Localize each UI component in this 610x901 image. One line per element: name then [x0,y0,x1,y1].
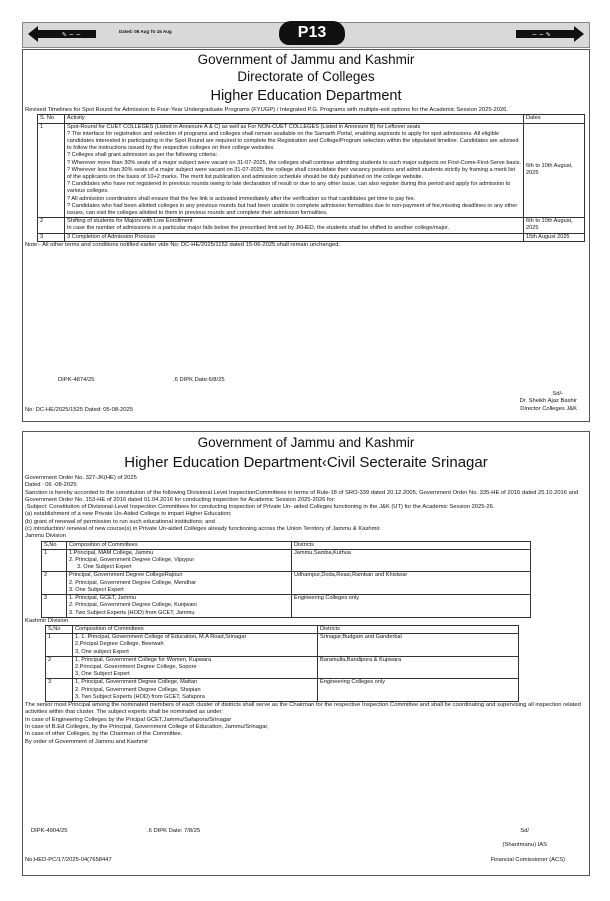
right-arrow-logo-icon [512,25,586,43]
notice2-by-order: By order of Government of Jammu and Kashmir [25,738,149,745]
notice2-dated: Dated : 06 -08-2025 [25,482,77,489]
notice-government-order [22,431,590,876]
notice2-title-department: Higher Education Department‹Civil Secteraite Srinagar [124,454,488,471]
jammu-committee-table [41,541,531,618]
svg-text:~ ~ ✎: ~ ~ ✎ [532,31,551,39]
kashmir-row2-composition [73,656,318,679]
col-dates-header: Dates [524,115,585,123]
left-arrow-logo-icon [26,25,100,43]
notice1-title-directorate: Directorate of Colleges [237,69,375,84]
kashmir-col-sno: S,No [46,626,73,634]
composition-line: 1, Principal, Government College for Women, Kupwara [75,656,212,663]
kashmir-row2-districts: Baramulla,Bandipora & Kupwara [318,656,519,679]
jammu-row1-sno: 1 [42,549,67,572]
notice2-item-a: (a) establishment of a new Private Un-Aided College to impart Higher Education; [25,511,232,518]
jammu-division-label: Jammu Division [25,533,66,540]
notice1-dipk: DIPK-4874/25 [58,377,95,383]
composition-line: 3, One Subject Expert [75,671,130,678]
jammu-row2-sno: 2 [42,572,67,595]
kashmir-row1-composition [73,634,318,657]
notice1-intro: Revised Timelines for Spot Round for Admission to Four-Year Undergraduate Programs (FYUGP) / Integrated P.G. Programs with multiple-exit options for the Academic Session 2025-2026. [25,107,508,113]
table-row [46,634,519,657]
row1-sno: 1 [38,123,65,218]
jammu-row3-districts: Engineering Colleges only [292,595,531,618]
notice1-sign-sd: Sd/- [552,391,563,397]
notice1-title-department: Higher Education Department [210,88,402,104]
jammu-row2-districts: Udhampur,Doda,Reasi,Ramban and Khistwar [292,572,531,595]
composition-line: 3, Two Subject Experts (HOD) from GCET, Safapora [75,693,205,700]
notice2-reference-number: No;HED-PC/17/2025-04(7658447 [25,857,112,863]
composition-line: 3. One Subject Expert [69,586,124,593]
row1-activity-line: Spot-Round for CUET COLLEGES (Listed in Annexure A & C) as well as For NON-CUET COLLEGES (Listed in Annexure B) for Leftover seats [67,123,421,130]
notice2-sign-sd: Sd/ [520,828,529,834]
table-row [38,123,585,218]
table-row [42,549,531,572]
table-header-row [46,626,519,634]
table-row [42,572,531,595]
notice1-signature-block [457,391,577,413]
notice2-dipk: DIPK-4904/25 [31,828,68,834]
composition-line: 1.Principal, MAM College, Jammu [69,549,154,556]
row2-activity-line: Shifting of students for Majors with Low Enrollment [67,218,193,225]
kashmir-committee-table [45,625,519,702]
notice-directorate-colleges [22,49,590,422]
row1-activity-line: ? Candidates who had been allotted colleges in any previous rounds but had been unable to complete admission formalities due to non-payment of fee,missing deadlines or any other issues, can visit the colleges allotted to them in previous rounds and complete their admission formalities. [67,202,518,216]
composition-line: 1, Principal, Government Degree College, Mattan [75,679,198,686]
table-row [38,233,585,241]
notice1-dipk-date: .6 DIPK Date:6/8/25 [173,377,225,383]
jammu-row1-districts: Jammu,Samba,Kuthua [292,549,531,572]
notice2-title-government: Government of Jammu and Kashmir [197,435,415,450]
notice2-order-number: Government Order No. 327-JK(HE) of 2025 [25,475,137,481]
notice1-sign-title: Director Colleges J&K [520,405,577,412]
row1-activity-line: ? Wherever more than 30% seats of a major subject were vacant on 31-07-2025, the colleges shall continue admitting students to such major subjects on First-Come-First-Serve basis. [67,159,521,166]
table-row [46,679,519,702]
kashmir-col-composition: Composition of Committees [73,626,318,634]
notice1-sign-name: Dr. Sheikh Ajaz Bashir [519,398,577,405]
composition-line: 3. One Subject Expert [77,564,132,571]
kashmir-row1-sno: 1 [46,634,73,657]
composition-line: Principal, Government Degree CollegeRajouri [69,572,183,579]
kashmir-division-label: Kashmir Division [25,617,69,624]
jammu-row1-composition [67,549,292,572]
kashmir-col-districts: Districts [318,626,519,634]
row3-dates: 15th August 2025 [524,233,585,241]
jammu-row3-sno: 3 [42,595,67,618]
table-row [46,656,519,679]
row1-activity-line: ? Candidates who have not registered in previous rounds owing to late declaration of result or due to any other issue, can also register during this period and apply for admission to various colleges. [67,181,511,195]
jammu-col-sno: S,No [42,541,67,549]
svg-text:✎ ~ ~: ✎ ~ ~ [62,31,81,39]
composition-line: 2. Principal, Government Degree College, Shopian [75,686,201,693]
notice2-case-engineering: In case of Engineering Colleges by the Pricipal GCET,Jammu/Safapora/Srinagar [25,716,232,723]
col-sno-header: S. No [38,115,65,123]
notice2-case-bed: In case of B.Ed Colleges, by the Principal, Government College of Education, Jammu/Srinagar, [25,723,269,730]
jammu-col-composition: Composition of Committees [67,541,292,549]
jammu-row3-composition [67,595,292,618]
notice2-subject: ;Subject: Constitution of Divisional-Level Inspection Committees for conducting Inspection of Private Un- aided Colleges functioning in the J&K (UT) for the Academic Session 2025-26. [25,504,495,511]
kashmir-row3-composition [73,679,318,702]
row1-activity-line: ? All admission coordinators shall ensure that the fee link is activated immediately after the verification so that candidates get time to pay fee. [67,195,416,202]
page-number: P13 [279,21,345,45]
kashmir-row1-districts: Srinagar,Budgam and Ganderbal [318,634,519,657]
composition-line: 2,Pricipal Degree College, Beerwah [75,641,164,648]
page-header-banner [22,22,590,48]
notice1-reference-number: No: DC-HE/2025/1525 Dated: 05-08-2025 [25,407,133,413]
table-row [38,218,585,233]
table-header-row [38,115,585,123]
notice2-item-c: (c) introduction/ renewal of new course(s) in Private Un-aided Colleges already functioning across the Union Territory of Jammu & Kashmir. [25,526,381,533]
row2-activity [65,218,524,233]
row1-dates: 6th to 10th August, 2025 [524,123,585,218]
composition-line: 3, One subject Expert [75,648,129,655]
notice2-senior-note: The senior most Principal among the nominated members of each cluster of districts shall serve as the Chairman for the respective Inspection Committee and shall be coordinating and supervising all inspection related activities within that cluster. The subject experts shall be nominated as under: [25,702,581,716]
kashmir-row3-districts: Engineering Colleges only [318,679,519,702]
row1-activity-line: ? Colleges shall grant admission as per the following criteria: [67,152,218,159]
row3-sno: 3 [38,233,65,241]
notice1-note: Note:- All other terms and conditions notified earlier vide No: DC-HE/2025/1152 dated 15-06-2025 shall remain unchanged. [25,241,341,248]
table-row [42,595,531,618]
composition-line: 2.Principal, Government Degree College, Sopore [75,664,197,671]
notice1-title-government: Government of Jammu and Kashmir [197,52,415,67]
row2-activity-line: In case the number of admissions in a particular major falls below the prescribed limit set by JKHED, the students shall be shifted to another college/major. [67,225,450,232]
row2-sno: 2 [38,218,65,233]
row1-activity [65,123,524,218]
header-dated: Dated: 08 Aug To 15 Aug [119,29,172,34]
notice2-sign-title: Financial Comissioner (ACS) [490,857,565,863]
composition-line: 1. Principal, GCET, Jammu [69,595,137,602]
notice2-case-other: In case of other Colleges, by the Chairman of the Committee. [25,731,183,738]
notice2-item-b: (b) grant of renewal of permission to run such educational institutions; and [25,518,215,525]
notice1-timeline-table [37,114,585,241]
notice2-sign-name: (Shantmanu) IAS [502,842,547,848]
kashmir-row3-sno: 3 [46,679,73,702]
composition-line: 2. Principal, Government Degree College, Mendhar [69,579,197,586]
row2-dates: 6th to 10th August, 2025 [524,218,585,233]
col-activity-header: Activity [65,115,524,123]
composition-line: 2. Principal, Government Degree College, Vijaypur [69,557,195,564]
row1-activity-line: ? Wherever less than 30% seats of a major subject were vacant on 31-07-2025, the college shall consolidate their vacancy positions and admit students strictly by framing a merit list of the applicants on the basis of 10+2 marks. The merit list publication and admission schedule should be duly published on the college website. [67,166,516,180]
row1-activity-line: ? The interface for registration and selection of programs and colleges shall remain available on the Samarth Portal, enabling aspirants to apply for spot admissions. All eligible candidates interested in participating in the Spot Round are required to complete the Registration and College/Program selection within the stipulated timeline. Candidates are advised to follow the instructions issued by the respective colleges on their college websites. [67,130,519,152]
notice2-sanction: Sanction is hereby accorded to the constitution of the following Divisional Level InspectionCommittees in terms of Rule-18 of SRO-339 dated 20.12.2005, Government Order No. 335-HE of 2016 dated 25.10.2016 and Government Order No. 153-HE of 2016 dated 01.04.2016 for conducting inspection for Academic Session 2025-2026 for: [25,489,579,503]
composition-line: 3. Two Subject Experts (HOD) from GCET, Jammu [69,609,195,616]
composition-line: 2. Principal, Government Degree College, Kunjwani [69,602,197,609]
composition-line: 1. 1. Principal, Government College of Education, M.A Road,Srinagar [75,634,247,641]
jammu-row2-composition [67,572,292,595]
jammu-col-districts: Districts [292,541,531,549]
row3-activity: 3 Completion of Admission Process [65,233,524,241]
table-header-row [42,541,531,549]
notice2-dipk-date: .6 DIPK Date: 7/8/25 [147,828,201,834]
kashmir-row2-sno: 2 [46,656,73,679]
